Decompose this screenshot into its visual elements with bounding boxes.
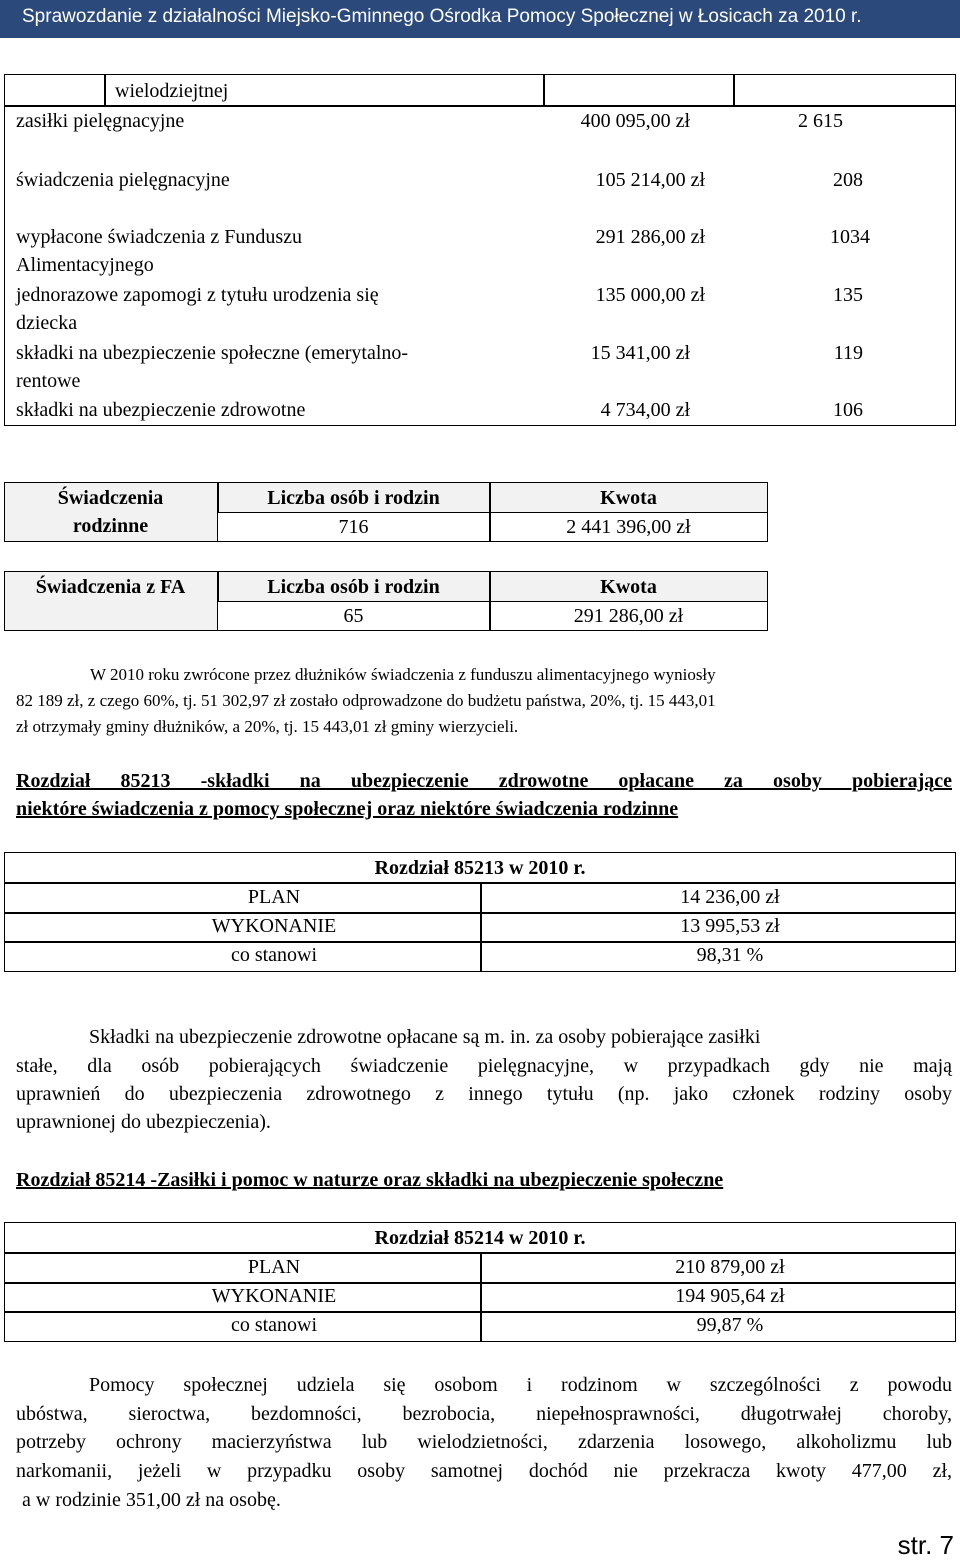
column-header-amount: Kwota [600, 487, 657, 509]
table-cell-amount: 105 214,00 zł [595, 169, 705, 191]
table-cell-amount: 135 000,00 zł [595, 284, 705, 306]
paragraph-line: potrzeby ochrony macierzyństwa lub wielodzietności, zdarzenia losowego, alkoholizmu lub [16, 1431, 952, 1453]
table-title: Rozdział 85213 w 2010 r. [374, 857, 586, 879]
plan-label: PLAN [247, 886, 301, 908]
execution-label: WYKONANIE [211, 1285, 337, 1307]
paragraph-line: Pomocy społecznej udziela się osobom i rodzinom w szczególności z powodu [89, 1374, 952, 1396]
paragraph-line: uprawnień do ubezpieczenia zdrowotnego z innego tytułu (np. jako członek rodziny osoby [16, 1083, 952, 1105]
table-cell-count: 208 [833, 169, 863, 191]
ratio-label: co stanowi [230, 1314, 318, 1336]
table-cell-count: 2 615 [798, 110, 843, 132]
execution-value: 194 905,64 zł [675, 1285, 785, 1307]
table-cell-label: świadczenia pielęgnacyjne [16, 169, 230, 191]
paragraph-line: zł otrzymały gminy dłużników, a 20%, tj. 15 443,01 zł gminy wierzycieli. [16, 717, 519, 736]
execution-value: 13 995,53 zł [680, 915, 780, 937]
execution-label: WYKONANIE [211, 915, 337, 937]
paragraph-line: W 2010 roku zwrócone przez dłużników świadczenia z funduszu alimentacyjnego wyniosły [90, 665, 716, 684]
amount-value: 291 286,00 zł [573, 605, 684, 627]
table-cell-count: 106 [833, 399, 863, 421]
table-cell-amount: 4 734,00 zł [600, 399, 690, 421]
table-cell-count: 135 [833, 284, 863, 306]
column-header-people: Liczba osób i rodzin [267, 487, 440, 509]
paragraph-line: stałe, dla osób pobierających świadczenie pielęgnacyjne, w przypadkach gdy nie mają [16, 1055, 952, 1077]
paragraph-line: uprawnionej do ubezpieczenia). [16, 1111, 271, 1133]
plan-label: PLAN [247, 1256, 301, 1278]
table-cell-label: wielodziejtnej [115, 80, 229, 102]
section-heading: Rozdział 85214 -Zasiłki i pomoc w naturze oraz składki na ubezpieczenie społeczne [16, 1169, 724, 1191]
table-cell-count: 119 [833, 342, 863, 364]
people-value: 65 [343, 605, 364, 627]
table-cell-label: składki na ubezpieczenie zdrowotne [16, 399, 306, 421]
table-cell-label: rentowe [16, 370, 81, 392]
paragraph-line: Składki na ubezpieczenie zdrowotne opłacane są m. in. za osoby pobierające zasiłki [89, 1026, 761, 1048]
ratio-value: 99,87 % [696, 1314, 764, 1336]
ratio-value: 98,31 % [696, 944, 764, 966]
ratio-label: co stanowi [230, 944, 318, 966]
table-title: Rozdział 85214 w 2010 r. [374, 1227, 586, 1249]
column-header-people: Liczba osób i rodzin [267, 576, 440, 598]
table-cell-count: 1034 [830, 226, 870, 248]
family-benefits-label: Świadczenia [57, 487, 164, 509]
paragraph-line: narkomanii, jeżeli w przypadku osoby samotnej dochód nie przekracza kwoty 477,00 zł, [16, 1460, 952, 1482]
header-title: Sprawozdanie z działalności Miejsko-Gminnego Ośrodka Pomocy Społecznej w Łosicach za 2010 r. [22, 6, 862, 27]
table-cell-amount: 400 095,00 zł [580, 110, 690, 132]
plan-value: 14 236,00 zł [680, 886, 780, 908]
page-header [0, 0, 960, 38]
table-cell-amount: 291 286,00 zł [595, 226, 705, 248]
paragraph-line: 82 189 zł, z czego 60%, tj. 51 302,97 zł zostało odprowadzone do budżetu państwa, 20%, tj. 15 443,01 [16, 691, 716, 710]
table-cell-label: dziecka [16, 312, 78, 334]
table-cell-label: zasiłki pielęgnacyjne [16, 110, 185, 132]
amount-value: 2 441 396,00 zł [566, 516, 691, 538]
family-benefits-label: rodzinne [72, 515, 149, 537]
column-header-amount: Kwota [600, 576, 657, 598]
section-heading: Rozdział 85213 -składki na ubezpieczenie zdrowotne opłacane za osoby pobierające [16, 770, 952, 792]
paragraph-line: ubóstwa, sieroctwa, bezdomności, bezrobocia, niepełnosprawności, długotrwałej choroby, [16, 1403, 952, 1425]
table-cell-amount: 15 341,00 zł [590, 342, 690, 364]
table-cell-label: jednorazowe zapomogi z tytułu urodzenia się [16, 284, 379, 306]
fa-benefits-label: Świadczenia z FA [35, 576, 186, 598]
paragraph-line: a w rodzinie 351,00 zł na osobę. [22, 1489, 281, 1511]
table-cell-label: składki na ubezpieczenie społeczne (emerytalno- [16, 342, 409, 364]
table-cell-label: wypłacone świadczenia z Funduszu [16, 226, 303, 248]
table-cell-label: Alimentacyjnego [16, 254, 154, 276]
plan-value: 210 879,00 zł [675, 1256, 785, 1278]
people-value: 716 [338, 516, 369, 538]
page-number: str. 7 [897, 1530, 954, 1560]
section-heading: niektóre świadczenia z pomocy społecznej oraz niektóre świadczenia rodzinne [16, 798, 679, 820]
